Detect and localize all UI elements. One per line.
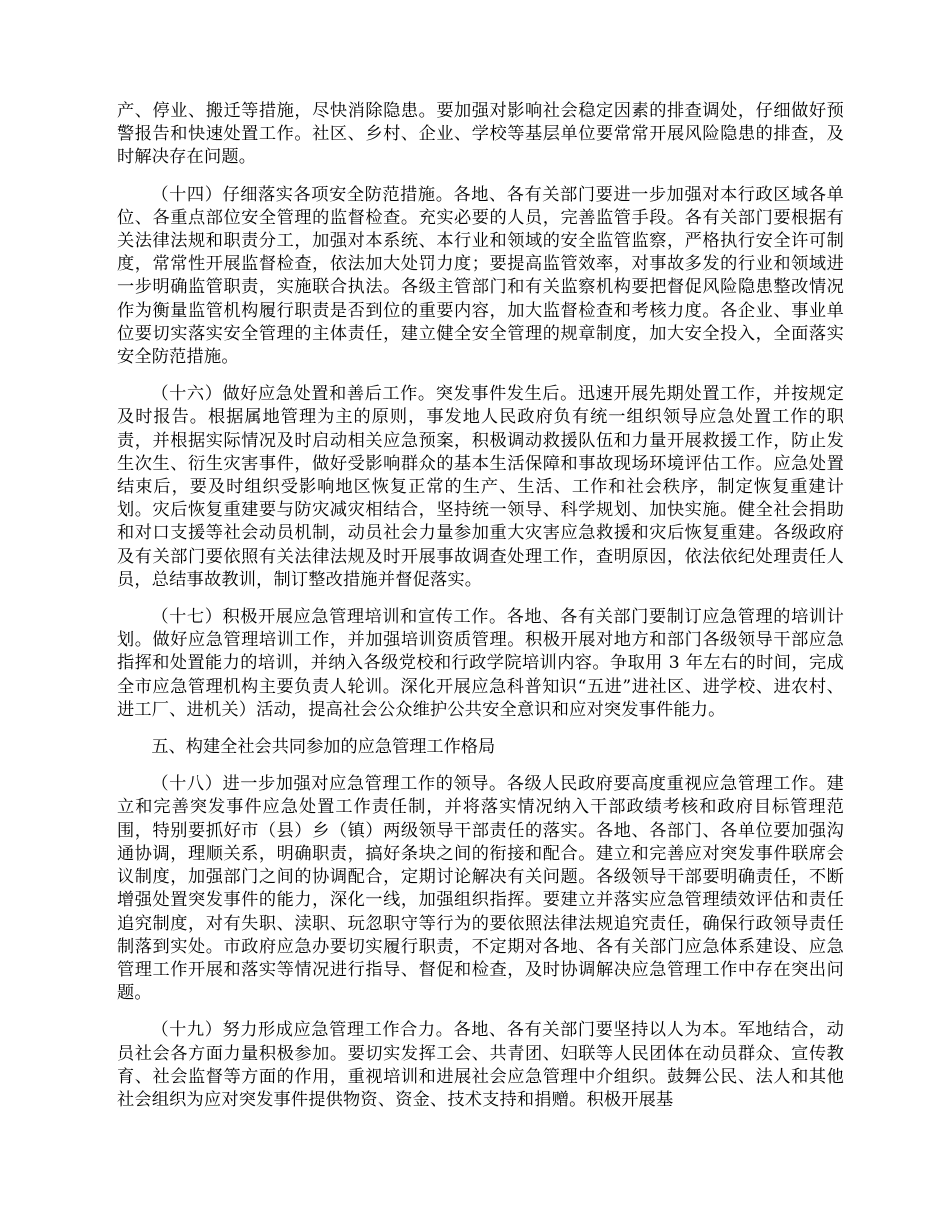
paragraph-item-16: （十六）做好应急处置和善后工作。突发事件发生后。迅速开展先期处置工作，并按规定及时报告。根据属地管理为主的原则，事发地人民政府负有统一组织领导应急处置工作的职责，并根据实际情况及时启动相关应急预案，积极调动救援队伍和力量开展救援工作，防止发生次生、衍生灾害事件，做好受影响群众的基本生活保障和事故现场环境评估工作。应急处置结束后，要及时组织受影响地区恢复正常的生产、生活、工作和社会秩序，制定恢复重建计划。灾后恢复重建要与防灾减灾相结合，坚持统一领导、科学规划、加快实施。健全社会捐助和对口支援等社会动员机制，动员社会力量参加重大灾害应急救援和灾后恢复重建。各级政府及有关部门要依照有关法律法规及时开展事故调查处理工作，查明原因，依法依纪处理责任人员，总结事故教训，制订整改措施并督促落实。: [117, 384, 844, 590]
document-page: [117, 100, 844, 1126]
paragraph-item-18: （十八）进一步加强对应急管理工作的领导。各级人民政府要高度重视应急管理工作。建立和完善突发事件应急处置工作责任制，并将落实情况纳入干部政绩考核和政府目标管理范围，特别要抓好市（县）乡（镇）两级领导干部责任的落实。各地、各部门、各单位要加强沟通协调，理顺关系，明确职责，搞好条块之间的衔接和配合。建立和完善应对突发事件联席会议制度，加强部门之间的协调配合，定期讨论解决有关问题。各级领导干部要明确责任，不断增强处置突发事件的能力，深化一线，加强组织指挥。要建立并落实应急管理绩效评估和责任追究制度，对有失职、渎职、玩忽职守等行为的要依照法律法规追究责任，确保行政领导责任制落到实处。市政府应急办要切实履行职责，不定期对各地、各有关部门应急体系建设、应急管理工作开展和落实等情况进行指导、督促和检查，及时协调解决应急管理工作中存在突出问题。: [117, 774, 844, 1004]
paragraph-item-17: （十七）积极开展应急管理培训和宣传工作。各地、各有关部门要制订应急管理的培训计划。做好应急管理培训工作，并加强培训资质管理。积极开展对地方和部门各级领导干部应急指挥和处置能力的培训，并纳入各级党校和行政学院培训内容。争取用 3 年左右的时间，完成全市应急管理机构主要负责人轮训。深化开展应急科普知识“五进”进社区、进学校、进农村、进工厂、进机关）活动，提高社会公众维护公共安全意识和应对突发事件能力。: [117, 607, 844, 720]
section-heading: 五、构建全社会共同参加的应急管理工作格局: [151, 737, 496, 758]
paragraph-item-14: （十四）仔细落实各项安全防范措施。各地、各有关部门要进一步加强对本行政区域各单位、各重点部位安全管理的监督检查。充实必要的人员，完善监管手段。各有关部门要根据有关法律法规和职责分工，加强对本系统、本行业和领域的安全监管监察，严格执行安全许可制度，常常性开展监督检查，依法加大处罚力度；要提高监管效率，对事故多发的行业和领域进一步明确监管职责，实施联合执法。各级主管部门和有关监察机构要把督促风险隐患整改情况作为衡量监管机构履行职责是否到位的重要内容，加大监督检查和考核力度。各企业、事业单位要切实落实安全管理的主体责任，建立健全安全管理的规章制度，加大安全投入，全面落实安全防范措施。: [117, 184, 844, 368]
paragraph-continuation: 产、停业、搬迁等措施，尽快消除隐患。要加强对影响社会稳定因素的排查调处，仔细做好预警报告和快速处置工作。社区、乡村、企业、学校等基层单位要常常开展风险隐患的排查，及时解决存在问题。: [117, 101, 844, 168]
paragraph-item-19: （十九）努力形成应急管理工作合力。各地、各有关部门要坚持以人为本。军地结合，动员社会各方面力量积极参加。要切实发挥工会、共青团、妇联等人民团体在动员群众、宣传教育、社会监督等方面的作用，重视培训和进展社会应急管理中介组织。鼓舞公民、法人和其他社会组织为应对突发事件提供物资、资金、技术支持和捐赠。积极开展基: [117, 1020, 844, 1110]
